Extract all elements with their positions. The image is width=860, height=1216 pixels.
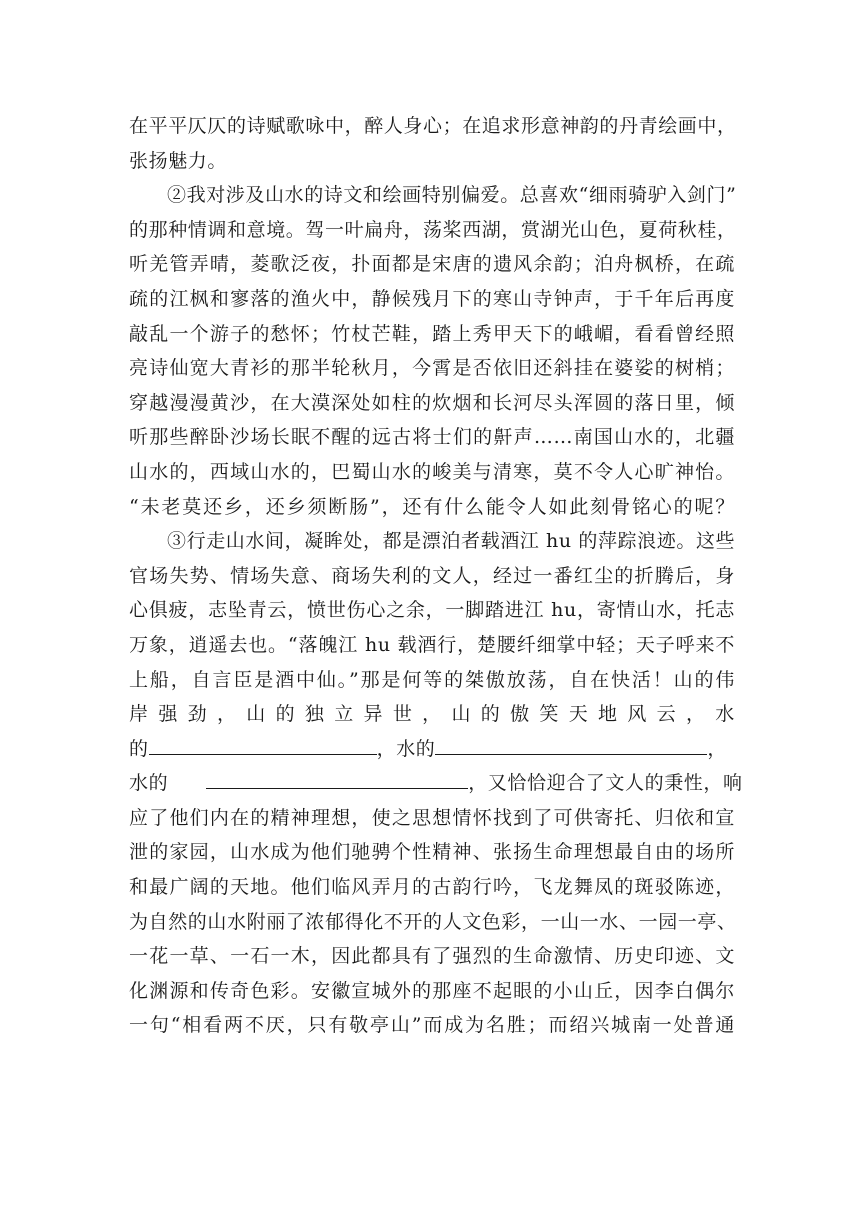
char: 的 (480, 703, 501, 726)
text-line: 张扬魅力。 (129, 149, 228, 172)
text-line: 听那些醉卧沙场长眠不醒的远古将士们的鼾声……南国山水的，北疆 (129, 426, 735, 449)
text-line: 万象，逍遥去也。“落魄江 hu 载酒行，楚腰纤细掌中轻；天子呼来不 (129, 633, 735, 656)
answer-blank-1[interactable] (149, 732, 377, 755)
text-line: “未老莫还乡，还乡须断肠”，还有什么能令人如此刻骨铭心的呢？ (129, 495, 735, 518)
char: 地 (598, 703, 618, 726)
text-line: 的那种情调和意境。驾一叶扁舟，荡桨西湖，赏湖光山色，夏荷秋桂， (129, 218, 737, 241)
char: 风 (627, 703, 647, 726)
char: 劲 (187, 703, 208, 726)
text-line: 为自然的山水附丽了浓郁得化不开的人文色彩，一山一水、一园一亭、 (129, 910, 737, 933)
text-line: 上船，自言臣是酒中仙。”那是何等的桀傲放荡，自在快活！山的伟 (129, 668, 735, 691)
text-line: 穿越漫漫黄沙，在大漠深处如柱的炊烟和长河尽头浑圆的落日里，倾 (129, 391, 735, 414)
answer-blank-3[interactable] (206, 766, 468, 789)
text-fragment: 的 (129, 737, 149, 760)
char: 异 (363, 703, 384, 726)
text-line: 疏的江枫和寥落的渔火中，静候残月下的寒山寺钟声，于千年后再度 (129, 287, 735, 310)
text-line: 山水的，西域山水的，巴蜀山水的峻美与清寒，莫不令人心旷神怡。 (129, 460, 735, 483)
char: 山 (451, 703, 472, 726)
paragraph-2-start: ②我对涉及山水的诗文和绘画特别偏爱。总喜欢“细雨骑驴入剑门” (167, 184, 737, 207)
text-line: 一花一草、一石一木，因此都具有了强烈的生命激情、历史印迹、文 (129, 945, 735, 968)
text-line: 应了他们内在的精神理想，使之思想情怀找到了可供寄托、归依和宣 (129, 806, 735, 829)
char: 笑 (539, 703, 559, 726)
text-line: 和最广阔的天地。他们临风弄月的古韵行吟，飞龙舞凤的斑驳陈迹， (129, 876, 735, 899)
char: 天 (568, 703, 589, 726)
text-fragment: 水的 (129, 772, 169, 795)
char: 立 (334, 703, 354, 726)
fill-blank-line-1 (129, 732, 735, 767)
fill-blank-line-2 (129, 766, 743, 801)
char: ， (685, 703, 706, 726)
char: 傲 (510, 703, 530, 726)
spaced-text-line (129, 697, 735, 732)
char: ， (216, 703, 237, 726)
text-line: 官场失势、情场失意、商场失利的文人，经过一番红尘的折腾后，身 (129, 564, 735, 587)
paragraph-3-start: ③行走山水间，凝眸处，都是漂泊者载酒江 hu 的萍踪浪迹。这些 (167, 530, 736, 553)
text-line: 敲乱一个游子的愁怀；竹杖芒鞋，踏上秀甲天下的峨嵋，看看曾经照 (129, 322, 735, 345)
text-line: 听羌管弄晴，菱歌泛夜，扑面都是宋唐的遗风余韵；泊舟枫桥，在疏 (129, 253, 735, 276)
text-fragment: ， (707, 737, 728, 760)
text-fragment: ，水的 (376, 737, 436, 760)
char: 水 (715, 703, 735, 726)
text-line: 在平平仄仄的诗赋歌咏中，醉人身心；在追求形意神韵的丹青绘画中， (129, 115, 737, 137)
char: 山 (246, 703, 266, 726)
char: 强 (158, 703, 178, 726)
char: 云 (656, 703, 677, 726)
char: ， (422, 703, 442, 726)
text-line: 化渊源和传奇色彩。安徽宣城外的那座不起眼的小山丘，因李白偶尔 (129, 979, 735, 1002)
char: 岸 (129, 703, 149, 726)
document-body (129, 109, 743, 1043)
char: 世 (392, 703, 413, 726)
text-fragment: ，又恰恰迎合了文人的秉性，响 (468, 772, 743, 795)
answer-blank-2[interactable] (435, 732, 707, 755)
char: 的 (275, 703, 296, 726)
text-line: 一句“相看两不厌，只有敬亭山”而成为名胜；而绍兴城南一处普通 (129, 1014, 735, 1037)
text-line: 心俱疲，志坠青云，愤世伤心之余，一脚踏进江 hu，寄情山水，托志 (129, 599, 735, 622)
char: 独 (304, 703, 325, 726)
text-line: 亮诗仙宽大青衫的那半轮秋月，今霄是否依旧还斜挂在婆娑的树梢； (129, 357, 735, 380)
text-line: 泄的家园，山水成为他们驰骋个性精神、张扬生命理想最自由的场所 (129, 841, 735, 864)
